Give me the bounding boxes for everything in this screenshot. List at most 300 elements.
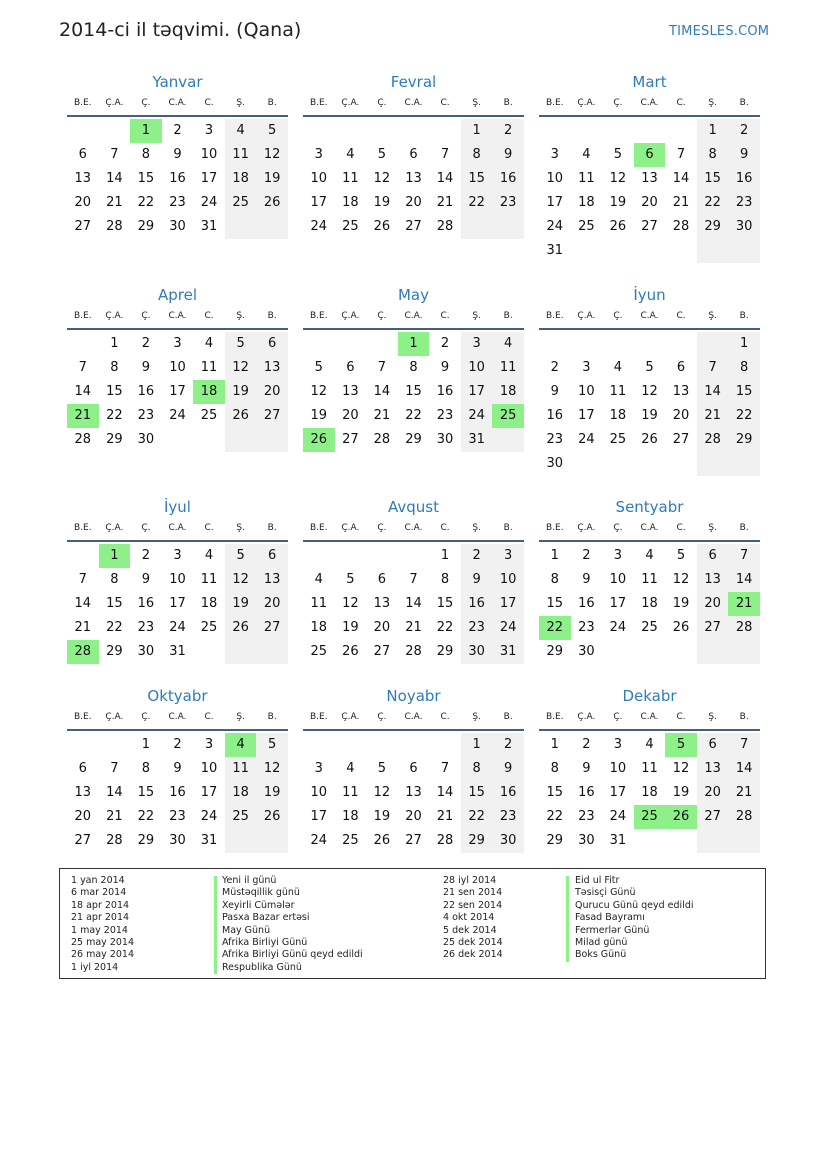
day-cell: 11 bbox=[641, 572, 658, 587]
month-name: Yanvar bbox=[152, 73, 203, 91]
day-cell: 6 bbox=[676, 360, 686, 375]
legend-date: 22 sen 2014 bbox=[443, 899, 503, 911]
day-cell: 21 bbox=[728, 592, 760, 616]
day-cell: 20 bbox=[697, 781, 729, 805]
day-cell: 17 bbox=[169, 596, 186, 611]
day-cell: 18 bbox=[609, 408, 627, 423]
empty-cell bbox=[256, 640, 288, 664]
day-cell: 4 bbox=[204, 336, 214, 351]
day-cell: 21 bbox=[436, 195, 454, 210]
day-cell: 14 bbox=[74, 384, 92, 399]
day-cell: 19 bbox=[672, 785, 690, 800]
day-cell: 3 bbox=[613, 548, 623, 563]
day-cell: 28 bbox=[405, 644, 422, 659]
day-cell: 22 bbox=[546, 809, 564, 824]
month-name: Mart bbox=[632, 73, 667, 91]
day-cell: 7 bbox=[78, 360, 87, 375]
day-cell: 20 bbox=[342, 408, 359, 423]
day-cell: 4 bbox=[645, 548, 654, 563]
day-cell: 3 bbox=[582, 360, 591, 375]
month-name: Dekabr bbox=[622, 687, 677, 705]
day-cell: 27 bbox=[74, 219, 92, 234]
day-cell: 4 bbox=[346, 761, 355, 776]
day-cell: 29 bbox=[405, 432, 422, 447]
day-cell: 19 bbox=[373, 809, 391, 824]
month-divider bbox=[303, 540, 524, 542]
weekday-header: Ç. bbox=[613, 98, 623, 108]
day-cell: 10 bbox=[169, 572, 186, 587]
weekday-header: C. bbox=[440, 98, 450, 108]
day-cell: 13 bbox=[74, 171, 92, 186]
weekday-header: C.A. bbox=[404, 712, 423, 722]
day-cell: 21 bbox=[106, 809, 123, 824]
day-cell: 29 bbox=[728, 428, 760, 452]
day-cell: 27 bbox=[697, 805, 729, 829]
day-cell: 24 bbox=[169, 620, 186, 635]
day-cell: 8 bbox=[409, 360, 418, 375]
day-cell: 2 bbox=[173, 737, 182, 752]
weekday-header: B.E. bbox=[545, 98, 564, 108]
day-cell: 17 bbox=[169, 384, 186, 399]
day-cell: 15 bbox=[546, 785, 564, 800]
day-cell: 1 bbox=[130, 119, 162, 143]
weekday-header: Ç.A. bbox=[577, 523, 596, 533]
month-divider bbox=[67, 115, 288, 117]
day-cell: 6 bbox=[346, 360, 355, 375]
day-cell: 17 bbox=[310, 195, 328, 210]
month-name: Avqust bbox=[388, 498, 439, 516]
day-cell: 21 bbox=[405, 620, 422, 635]
day-cell: 18 bbox=[200, 596, 218, 611]
day-cell: 23 bbox=[169, 195, 186, 210]
empty-cell bbox=[492, 215, 524, 239]
day-cell: 25 bbox=[225, 805, 257, 829]
weekday-header: B.E. bbox=[545, 712, 564, 722]
empty-cell bbox=[256, 428, 288, 452]
empty-cell bbox=[492, 428, 524, 452]
weekday-header: B. bbox=[739, 523, 749, 533]
legend-date: 4 okt 2014 bbox=[443, 912, 495, 924]
site-link[interactable]: TIMESLES.COM bbox=[669, 24, 770, 39]
day-cell: 15 bbox=[137, 171, 155, 186]
day-cell: 6 bbox=[78, 147, 87, 162]
day-cell: 21 bbox=[728, 781, 760, 805]
day-cell: 30 bbox=[137, 432, 155, 447]
day-cell: 7 bbox=[409, 572, 418, 587]
day-cell: 17 bbox=[578, 408, 595, 423]
day-cell: 24 bbox=[492, 616, 524, 640]
day-cell: 9 bbox=[141, 360, 151, 375]
weekday-header: C.A. bbox=[168, 98, 187, 108]
day-cell: 1 bbox=[141, 737, 151, 752]
day-cell: 14 bbox=[697, 380, 729, 404]
weekday-header: C.A. bbox=[168, 523, 187, 533]
day-cell: 6 bbox=[409, 761, 418, 776]
day-cell: 29 bbox=[546, 644, 564, 659]
weekday-header: C. bbox=[204, 98, 214, 108]
day-cell: 22 bbox=[728, 404, 760, 428]
day-cell: 25 bbox=[634, 805, 666, 829]
weekday-header: C. bbox=[676, 712, 686, 722]
weekday-header: B.E. bbox=[545, 311, 564, 321]
day-cell: 5 bbox=[377, 147, 387, 162]
day-cell: 23 bbox=[461, 616, 493, 640]
empty-cell bbox=[728, 829, 760, 853]
day-cell: 24 bbox=[310, 833, 328, 848]
day-cell: 17 bbox=[546, 195, 564, 210]
day-cell: 26 bbox=[373, 219, 391, 234]
weekday-header: Ş. bbox=[472, 98, 481, 108]
weekday-header: B. bbox=[739, 311, 749, 321]
day-cell: 7 bbox=[440, 761, 450, 776]
day-cell: 29 bbox=[106, 644, 123, 659]
day-cell: 28 bbox=[436, 219, 454, 234]
weekday-header: Ş. bbox=[708, 523, 717, 533]
day-cell: 4 bbox=[613, 360, 623, 375]
day-cell: 20 bbox=[405, 195, 422, 210]
day-cell: 6 bbox=[409, 147, 418, 162]
weekday-header: B. bbox=[267, 98, 277, 108]
day-cell: 2 bbox=[728, 119, 760, 143]
weekday-header: B.E. bbox=[309, 98, 328, 108]
day-cell: 17 bbox=[200, 785, 218, 800]
day-cell: 1 bbox=[110, 336, 119, 351]
empty-cell bbox=[728, 239, 760, 263]
day-cell: 18 bbox=[492, 380, 524, 404]
day-cell: 22 bbox=[137, 809, 155, 824]
day-cell: 13 bbox=[405, 171, 422, 186]
day-cell: 21 bbox=[106, 195, 123, 210]
day-cell: 6 bbox=[256, 332, 288, 356]
day-cell: 2 bbox=[440, 336, 450, 351]
day-cell: 23 bbox=[169, 809, 186, 824]
empty-cell bbox=[461, 215, 493, 239]
day-cell: 18 bbox=[193, 380, 225, 404]
legend-holiday: Təsisçi Günü bbox=[575, 887, 636, 899]
day-cell: 11 bbox=[578, 171, 595, 186]
day-cell: 12 bbox=[342, 596, 359, 611]
weekday-header: C.A. bbox=[640, 712, 659, 722]
day-cell: 10 bbox=[310, 785, 328, 800]
day-cell: 14 bbox=[728, 568, 760, 592]
day-cell: 3 bbox=[314, 147, 323, 162]
day-cell: 20 bbox=[672, 408, 690, 423]
month-name: Fevral bbox=[390, 73, 437, 91]
month-name: Noyabr bbox=[386, 687, 441, 705]
day-cell: 5 bbox=[676, 548, 686, 563]
day-cell: 16 bbox=[728, 167, 760, 191]
day-cell: 22 bbox=[539, 616, 571, 640]
day-cell: 5 bbox=[377, 761, 387, 776]
day-cell: 4 bbox=[346, 147, 355, 162]
day-cell: 4 bbox=[204, 548, 214, 563]
day-cell: 11 bbox=[641, 761, 658, 776]
day-cell: 19 bbox=[373, 195, 391, 210]
day-cell: 16 bbox=[546, 408, 564, 423]
day-cell: 21 bbox=[436, 809, 454, 824]
day-cell: 20 bbox=[697, 592, 729, 616]
day-cell: 24 bbox=[200, 809, 218, 824]
weekday-header: C. bbox=[440, 712, 450, 722]
day-cell: 16 bbox=[578, 596, 595, 611]
day-cell: 24 bbox=[609, 809, 627, 824]
day-cell: 19 bbox=[672, 596, 690, 611]
weekday-header: C.A. bbox=[168, 712, 187, 722]
day-cell: 2 bbox=[582, 548, 591, 563]
day-cell: 12 bbox=[373, 171, 391, 186]
day-cell: 20 bbox=[256, 380, 288, 404]
day-cell: 26 bbox=[373, 833, 391, 848]
empty-cell bbox=[697, 332, 729, 356]
day-cell: 11 bbox=[342, 171, 359, 186]
month-divider bbox=[539, 328, 760, 330]
day-cell: 25 bbox=[641, 620, 658, 635]
day-cell: 27 bbox=[641, 219, 658, 234]
day-cell: 30 bbox=[436, 432, 454, 447]
day-cell: 23 bbox=[492, 805, 524, 829]
day-cell: 14 bbox=[106, 171, 123, 186]
day-cell: 15 bbox=[436, 596, 454, 611]
weekday-header: C.A. bbox=[168, 311, 187, 321]
day-cell: 23 bbox=[578, 620, 595, 635]
day-cell: 15 bbox=[728, 380, 760, 404]
day-cell: 22 bbox=[461, 191, 493, 215]
day-cell: 14 bbox=[436, 785, 454, 800]
day-cell: 27 bbox=[74, 833, 92, 848]
day-cell: 27 bbox=[256, 616, 288, 640]
day-cell: 2 bbox=[492, 119, 524, 143]
weekday-header: Ş. bbox=[472, 523, 481, 533]
day-cell: 5 bbox=[256, 733, 288, 757]
day-cell: 12 bbox=[672, 761, 690, 776]
month-name: Oktyabr bbox=[147, 687, 208, 705]
day-cell: 13 bbox=[697, 568, 729, 592]
day-cell: 2 bbox=[461, 544, 493, 568]
legend-date: 25 dek 2014 bbox=[443, 936, 503, 948]
weekday-header: B. bbox=[503, 98, 513, 108]
month-divider bbox=[539, 115, 760, 117]
day-cell: 17 bbox=[492, 592, 524, 616]
weekday-header: Ç. bbox=[377, 523, 387, 533]
day-cell: 1 bbox=[440, 548, 450, 563]
day-cell: 8 bbox=[728, 356, 760, 380]
day-cell: 19 bbox=[225, 592, 257, 616]
day-cell: 30 bbox=[728, 215, 760, 239]
day-cell: 28 bbox=[436, 833, 454, 848]
day-cell: 30 bbox=[169, 219, 186, 234]
legend-right-dates bbox=[443, 875, 503, 962]
day-cell: 5 bbox=[645, 360, 654, 375]
day-cell: 22 bbox=[405, 408, 422, 423]
day-cell: 17 bbox=[609, 596, 627, 611]
day-cell: 29 bbox=[106, 432, 123, 447]
day-cell: 28 bbox=[697, 428, 729, 452]
day-cell: 26 bbox=[256, 191, 288, 215]
day-cell: 22 bbox=[137, 195, 155, 210]
day-cell: 5 bbox=[225, 332, 257, 356]
day-cell: 13 bbox=[697, 757, 729, 781]
day-cell: 18 bbox=[342, 809, 359, 824]
day-cell: 27 bbox=[697, 616, 729, 640]
weekday-header: Ş. bbox=[472, 712, 481, 722]
weekday-header: Ş. bbox=[236, 311, 245, 321]
day-cell: 10 bbox=[169, 360, 186, 375]
day-cell: 16 bbox=[436, 384, 454, 399]
weekday-header: Ç. bbox=[377, 98, 387, 108]
day-cell: 27 bbox=[405, 833, 422, 848]
day-cell: 12 bbox=[225, 356, 257, 380]
legend-left-names bbox=[222, 875, 363, 974]
day-cell: 11 bbox=[492, 356, 524, 380]
day-cell: 8 bbox=[550, 761, 559, 776]
day-cell: 12 bbox=[256, 143, 288, 167]
weekday-header: C. bbox=[676, 98, 686, 108]
day-cell: 14 bbox=[672, 171, 690, 186]
day-cell: 16 bbox=[137, 384, 155, 399]
weekday-header: Ş. bbox=[708, 98, 717, 108]
empty-cell bbox=[697, 452, 729, 476]
day-cell: 14 bbox=[373, 384, 391, 399]
weekday-header: C. bbox=[204, 311, 214, 321]
weekday-header: Ş. bbox=[236, 523, 245, 533]
day-cell: 2 bbox=[173, 123, 182, 138]
legend-date: 6 mar 2014 bbox=[71, 887, 127, 899]
day-cell: 16 bbox=[137, 596, 155, 611]
day-cell: 31 bbox=[461, 428, 493, 452]
day-cell: 9 bbox=[440, 360, 450, 375]
day-cell: 7 bbox=[728, 733, 760, 757]
day-cell: 13 bbox=[256, 568, 288, 592]
day-cell: 3 bbox=[613, 737, 623, 752]
weekday-header: B.E. bbox=[309, 712, 328, 722]
day-cell: 7 bbox=[110, 147, 119, 162]
day-cell: 17 bbox=[200, 171, 218, 186]
weekday-header: C. bbox=[440, 523, 450, 533]
legend-holiday: Boks Günü bbox=[575, 949, 627, 961]
day-cell: 23 bbox=[578, 809, 595, 824]
day-cell: 1 bbox=[99, 544, 131, 568]
day-cell: 22 bbox=[106, 408, 123, 423]
empty-cell bbox=[225, 640, 257, 664]
day-cell: 3 bbox=[204, 737, 214, 752]
day-cell: 4 bbox=[225, 119, 257, 143]
day-cell: 13 bbox=[405, 785, 422, 800]
day-cell: 26 bbox=[609, 219, 627, 234]
legend-holiday: Fermerlər Günü bbox=[575, 924, 650, 936]
weekday-header: C.A. bbox=[404, 523, 423, 533]
day-cell: 27 bbox=[342, 432, 359, 447]
day-cell: 31 bbox=[169, 644, 186, 659]
day-cell: 3 bbox=[173, 548, 182, 563]
day-cell: 2 bbox=[582, 737, 591, 752]
day-cell: 8 bbox=[697, 143, 729, 167]
weekday-header: Ç.A. bbox=[105, 523, 124, 533]
legend-holiday: May Günü bbox=[222, 924, 271, 936]
legend-date: 21 apr 2014 bbox=[71, 912, 130, 924]
day-cell: 15 bbox=[461, 781, 493, 805]
day-cell: 8 bbox=[110, 572, 119, 587]
day-cell: 23 bbox=[137, 620, 155, 635]
day-cell: 20 bbox=[256, 592, 288, 616]
legend-date: 1 iyl 2014 bbox=[71, 961, 119, 973]
day-cell: 13 bbox=[342, 384, 359, 399]
legend-date: 1 may 2014 bbox=[71, 924, 128, 936]
day-cell: 3 bbox=[492, 544, 524, 568]
day-cell: 30 bbox=[492, 829, 524, 853]
day-cell: 16 bbox=[578, 785, 595, 800]
day-cell: 26 bbox=[672, 620, 690, 635]
weekday-header: Ç. bbox=[613, 311, 623, 321]
legend-left-dates bbox=[71, 875, 134, 974]
day-cell: 18 bbox=[225, 781, 257, 805]
day-cell: 8 bbox=[141, 147, 151, 162]
day-cell: 9 bbox=[550, 384, 559, 399]
day-cell: 21 bbox=[373, 408, 391, 423]
day-cell: 12 bbox=[310, 384, 328, 399]
weekday-header: B.E. bbox=[309, 311, 328, 321]
day-cell: 23 bbox=[436, 408, 454, 423]
weekday-header: B.E. bbox=[73, 98, 92, 108]
day-cell: 7 bbox=[697, 356, 729, 380]
day-cell: 26 bbox=[665, 805, 697, 829]
weekday-header: Ç.A. bbox=[105, 712, 124, 722]
weekday-header: Ç. bbox=[377, 311, 387, 321]
day-cell: 22 bbox=[436, 620, 454, 635]
day-cell: 25 bbox=[310, 644, 328, 659]
day-cell: 20 bbox=[373, 620, 391, 635]
legend-holiday: Fasad Bayramı bbox=[575, 912, 645, 924]
day-cell: 13 bbox=[74, 785, 92, 800]
day-cell: 8 bbox=[110, 360, 119, 375]
day-cell: 6 bbox=[697, 733, 729, 757]
day-cell: 4 bbox=[314, 572, 323, 587]
holiday-legend bbox=[59, 868, 766, 979]
weekday-header: Ç.A. bbox=[341, 523, 360, 533]
day-cell: 1 bbox=[550, 548, 559, 563]
day-cell: 11 bbox=[342, 785, 359, 800]
day-cell: 5 bbox=[225, 544, 257, 568]
day-cell: 25 bbox=[492, 404, 524, 428]
legend-holiday: Milad günü bbox=[575, 936, 628, 948]
day-cell: 25 bbox=[342, 833, 359, 848]
weekday-header: Ç. bbox=[141, 98, 151, 108]
day-cell: 11 bbox=[200, 572, 218, 587]
weekday-header: Ç. bbox=[613, 523, 623, 533]
day-cell: 8 bbox=[461, 143, 493, 167]
day-cell: 15 bbox=[546, 596, 564, 611]
day-cell: 7 bbox=[78, 572, 87, 587]
day-cell: 22 bbox=[106, 620, 123, 635]
day-cell: 3 bbox=[461, 332, 493, 356]
day-cell: 18 bbox=[310, 620, 328, 635]
day-cell: 24 bbox=[578, 432, 595, 447]
weekday-header: B.E. bbox=[73, 523, 92, 533]
month-divider bbox=[67, 328, 288, 330]
day-cell: 2 bbox=[141, 336, 151, 351]
weekday-header: Ç.A. bbox=[577, 98, 596, 108]
weekday-header: C.A. bbox=[640, 523, 659, 533]
day-cell: 18 bbox=[342, 195, 359, 210]
day-cell: 4 bbox=[582, 147, 591, 162]
weekday-header: B.E. bbox=[73, 712, 92, 722]
day-cell: 13 bbox=[373, 596, 391, 611]
day-cell: 29 bbox=[436, 644, 454, 659]
day-cell: 12 bbox=[609, 171, 627, 186]
day-cell: 19 bbox=[256, 781, 288, 805]
day-cell: 16 bbox=[169, 171, 186, 186]
day-cell: 4 bbox=[492, 332, 524, 356]
day-cell: 4 bbox=[225, 733, 257, 757]
